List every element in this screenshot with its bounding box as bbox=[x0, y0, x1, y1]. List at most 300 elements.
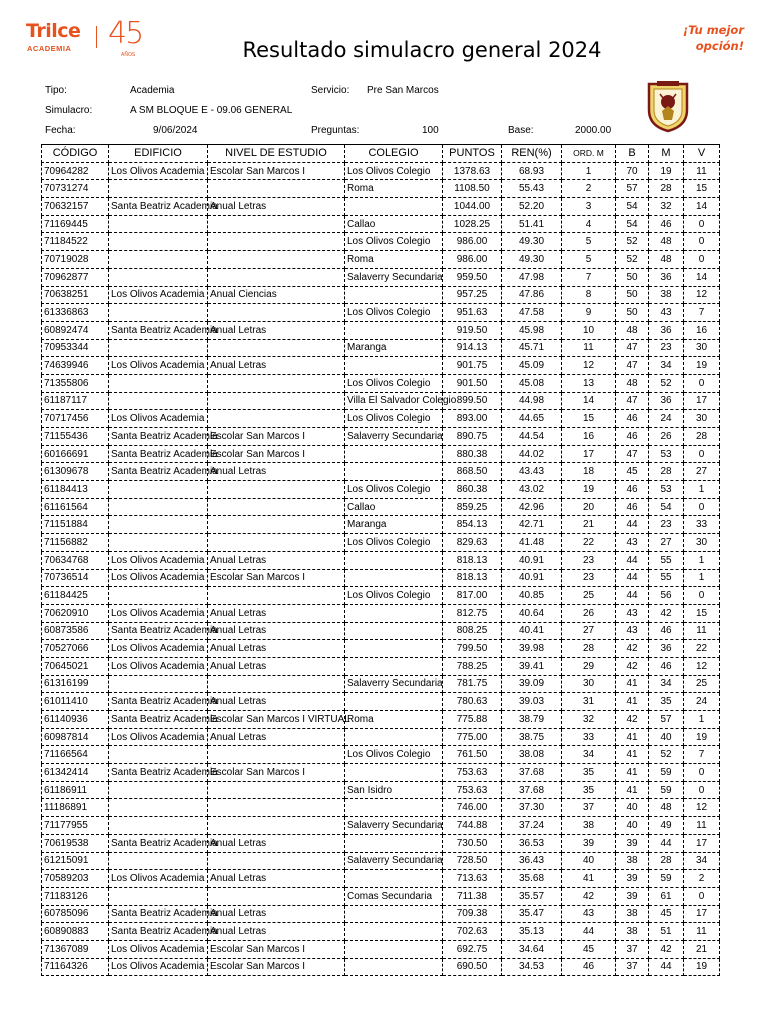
puntos-cell: 893.00 bbox=[443, 410, 502, 428]
puntos-cell: 986.00 bbox=[443, 251, 502, 269]
colegio-cell: Maranga bbox=[345, 339, 443, 357]
puntos-cell: 761.50 bbox=[443, 746, 502, 764]
colegio-cell bbox=[345, 286, 443, 304]
edificio-cell: Los Olivos Academia bbox=[109, 604, 208, 622]
orden-cell: 3 bbox=[562, 198, 616, 216]
orden-cell: 25 bbox=[562, 587, 616, 605]
vacias-cell: 33 bbox=[684, 516, 720, 534]
colegio-cell bbox=[345, 569, 443, 587]
orden-cell: 44 bbox=[562, 923, 616, 941]
rendimiento-cell: 40.41 bbox=[502, 622, 562, 640]
orden-cell: 27 bbox=[562, 622, 616, 640]
buenas-cell: 70 bbox=[616, 162, 649, 180]
vacias-cell: 1 bbox=[684, 569, 720, 587]
edificio-cell bbox=[109, 817, 208, 835]
orden-cell: 29 bbox=[562, 657, 616, 675]
rendimiento-cell: 39.03 bbox=[502, 693, 562, 711]
vacias-cell: 15 bbox=[684, 604, 720, 622]
edificio-cell bbox=[109, 180, 208, 198]
vacias-cell: 2 bbox=[684, 870, 720, 888]
vacias-cell: 30 bbox=[684, 339, 720, 357]
edificio-cell bbox=[109, 374, 208, 392]
orden-cell: 8 bbox=[562, 286, 616, 304]
rendimiento-cell: 45.71 bbox=[502, 339, 562, 357]
colegio-cell: Los Olivos Colegio bbox=[345, 746, 443, 764]
nivel-cell bbox=[208, 781, 345, 799]
codigo-cell: 70638251 bbox=[42, 286, 109, 304]
buenas-cell: 41 bbox=[616, 693, 649, 711]
malas-cell: 53 bbox=[649, 481, 684, 499]
servicio-value: Pre San Marcos bbox=[367, 85, 439, 96]
puntos-cell: 713.63 bbox=[443, 870, 502, 888]
vacias-cell: 0 bbox=[684, 587, 720, 605]
puntos-cell: 1044.00 bbox=[443, 198, 502, 216]
codigo-cell: 71184522 bbox=[42, 233, 109, 251]
table-row bbox=[42, 180, 720, 198]
malas-cell: 28 bbox=[649, 852, 684, 870]
orden-cell: 13 bbox=[562, 374, 616, 392]
tipo-label: Tipo: bbox=[45, 85, 67, 96]
nivel-cell: Anual Letras bbox=[208, 551, 345, 569]
edificio-cell bbox=[109, 587, 208, 605]
orden-cell: 35 bbox=[562, 781, 616, 799]
vacias-cell: 15 bbox=[684, 180, 720, 198]
codigo-cell: 60166691 bbox=[42, 445, 109, 463]
edificio-cell: Santa Beatriz Academia bbox=[109, 693, 208, 711]
table-row bbox=[42, 268, 720, 286]
codigo-cell: 71183126 bbox=[42, 887, 109, 905]
malas-cell: 48 bbox=[649, 799, 684, 817]
orden-cell: 35 bbox=[562, 764, 616, 782]
colegio-cell: San Isidro bbox=[345, 781, 443, 799]
malas-cell: 28 bbox=[649, 463, 684, 481]
rendimiento-cell: 51.41 bbox=[502, 215, 562, 233]
vacias-cell: 12 bbox=[684, 286, 720, 304]
rendimiento-cell: 37.24 bbox=[502, 817, 562, 835]
table-row bbox=[42, 569, 720, 587]
table-row bbox=[42, 817, 720, 835]
malas-cell: 59 bbox=[649, 764, 684, 782]
malas-cell: 52 bbox=[649, 374, 684, 392]
preguntas-value: 100 bbox=[422, 125, 439, 136]
edificio-cell bbox=[109, 887, 208, 905]
vacias-cell: 16 bbox=[684, 321, 720, 339]
colegio-cell: Roma bbox=[345, 711, 443, 729]
edificio-cell: Los Olivos Academia bbox=[109, 551, 208, 569]
colegio-cell bbox=[345, 463, 443, 481]
edificio-cell: Santa Beatriz Academia bbox=[109, 923, 208, 941]
codigo-cell: 70731274 bbox=[42, 180, 109, 198]
puntos-cell: 854.13 bbox=[443, 516, 502, 534]
malas-cell: 42 bbox=[649, 940, 684, 958]
edificio-cell: Santa Beatriz Academia bbox=[109, 905, 208, 923]
vacias-cell: 30 bbox=[684, 410, 720, 428]
rendimiento-cell: 37.68 bbox=[502, 781, 562, 799]
table-row bbox=[42, 463, 720, 481]
malas-cell: 28 bbox=[649, 180, 684, 198]
buenas-cell: 46 bbox=[616, 481, 649, 499]
colegio-cell: Comas Secundaria bbox=[345, 887, 443, 905]
rendimiento-cell: 37.68 bbox=[502, 764, 562, 782]
puntos-cell: 775.00 bbox=[443, 728, 502, 746]
vacias-cell: 17 bbox=[684, 834, 720, 852]
codigo-cell: 70736514 bbox=[42, 569, 109, 587]
rendimiento-cell: 44.65 bbox=[502, 410, 562, 428]
buenas-cell: 47 bbox=[616, 445, 649, 463]
edificio-cell: Los Olivos Academia bbox=[109, 657, 208, 675]
results-body bbox=[42, 162, 720, 976]
vacias-cell: 7 bbox=[684, 304, 720, 322]
buenas-cell: 52 bbox=[616, 233, 649, 251]
malas-cell: 34 bbox=[649, 675, 684, 693]
edificio-cell: Los Olivos Academia bbox=[109, 357, 208, 375]
nivel-cell: Anual Letras bbox=[208, 923, 345, 941]
anniversary-label: AÑOS bbox=[121, 52, 136, 58]
puntos-cell: 986.00 bbox=[443, 233, 502, 251]
buenas-cell: 39 bbox=[616, 834, 649, 852]
nivel-cell: Anual Letras bbox=[208, 321, 345, 339]
vacias-cell: 14 bbox=[684, 198, 720, 216]
nivel-cell bbox=[208, 852, 345, 870]
nivel-cell bbox=[208, 498, 345, 516]
colegio-cell: Roma bbox=[345, 180, 443, 198]
table-row bbox=[42, 781, 720, 799]
rendimiento-cell: 39.41 bbox=[502, 657, 562, 675]
nivel-cell bbox=[208, 481, 345, 499]
buenas-cell: 50 bbox=[616, 304, 649, 322]
slogan-line-1: ¡Tu mejor bbox=[682, 23, 744, 37]
malas-cell: 26 bbox=[649, 428, 684, 446]
buenas-cell: 38 bbox=[616, 905, 649, 923]
codigo-cell: 61184413 bbox=[42, 481, 109, 499]
table-row bbox=[42, 304, 720, 322]
orden-cell: 21 bbox=[562, 516, 616, 534]
table-row bbox=[42, 215, 720, 233]
colegio-cell bbox=[345, 551, 443, 569]
nivel-cell: Anual Letras bbox=[208, 728, 345, 746]
rendimiento-cell: 34.64 bbox=[502, 940, 562, 958]
malas-cell: 44 bbox=[649, 958, 684, 976]
puntos-cell: 788.25 bbox=[443, 657, 502, 675]
malas-cell: 27 bbox=[649, 534, 684, 552]
table-row bbox=[42, 410, 720, 428]
nivel-cell: Anual Letras bbox=[208, 357, 345, 375]
buenas-cell: 40 bbox=[616, 799, 649, 817]
vacias-cell: 19 bbox=[684, 728, 720, 746]
malas-cell: 36 bbox=[649, 640, 684, 658]
column-header-rendimiento: REN(%) bbox=[502, 145, 562, 163]
vacias-cell: 11 bbox=[684, 923, 720, 941]
vacias-cell: 24 bbox=[684, 693, 720, 711]
vacias-cell: 7 bbox=[684, 746, 720, 764]
rendimiento-cell: 44.02 bbox=[502, 445, 562, 463]
orden-cell: 45 bbox=[562, 940, 616, 958]
nivel-cell bbox=[208, 410, 345, 428]
table-header-row bbox=[42, 145, 720, 163]
edificio-cell: Santa Beatriz Academia bbox=[109, 834, 208, 852]
codigo-cell: 71177955 bbox=[42, 817, 109, 835]
nivel-cell: Anual Letras bbox=[208, 905, 345, 923]
malas-cell: 59 bbox=[649, 781, 684, 799]
colegio-cell: Maranga bbox=[345, 516, 443, 534]
vacias-cell: 12 bbox=[684, 657, 720, 675]
column-header-buenas: B bbox=[616, 145, 649, 163]
edificio-cell: Los Olivos Academia bbox=[109, 640, 208, 658]
nivel-cell: Anual Letras bbox=[208, 622, 345, 640]
table-row bbox=[42, 604, 720, 622]
vacias-cell: 11 bbox=[684, 817, 720, 835]
puntos-cell: 812.75 bbox=[443, 604, 502, 622]
puntos-cell: 959.50 bbox=[443, 268, 502, 286]
nivel-cell bbox=[208, 233, 345, 251]
orden-cell: 9 bbox=[562, 304, 616, 322]
edificio-cell bbox=[109, 481, 208, 499]
malas-cell: 54 bbox=[649, 498, 684, 516]
edificio-cell: Los Olivos Academia bbox=[109, 728, 208, 746]
table-row bbox=[42, 498, 720, 516]
edificio-cell bbox=[109, 781, 208, 799]
puntos-cell: 1028.25 bbox=[443, 215, 502, 233]
puntos-cell: 709.38 bbox=[443, 905, 502, 923]
edificio-cell bbox=[109, 268, 208, 286]
malas-cell: 24 bbox=[649, 410, 684, 428]
colegio-cell bbox=[345, 622, 443, 640]
rendimiento-cell: 45.08 bbox=[502, 374, 562, 392]
column-header-orden-merito: ORD. M bbox=[562, 145, 616, 163]
base-label: Base: bbox=[508, 125, 534, 136]
codigo-cell: 11186891 bbox=[42, 799, 109, 817]
nivel-cell bbox=[208, 799, 345, 817]
edificio-cell bbox=[109, 392, 208, 410]
buenas-cell: 41 bbox=[616, 764, 649, 782]
malas-cell: 48 bbox=[649, 233, 684, 251]
table-row bbox=[42, 905, 720, 923]
puntos-cell: 692.75 bbox=[443, 940, 502, 958]
orden-cell: 19 bbox=[562, 481, 616, 499]
edificio-cell bbox=[109, 215, 208, 233]
table-row bbox=[42, 728, 720, 746]
rendimiento-cell: 45.09 bbox=[502, 357, 562, 375]
brand-sub: ACADEMIA bbox=[27, 44, 72, 53]
nivel-cell bbox=[208, 587, 345, 605]
puntos-cell: 914.13 bbox=[443, 339, 502, 357]
colegio-cell: Los Olivos Colegio bbox=[345, 162, 443, 180]
nivel-cell bbox=[208, 304, 345, 322]
rendimiento-cell: 43.43 bbox=[502, 463, 562, 481]
vacias-cell: 0 bbox=[684, 251, 720, 269]
orden-cell: 4 bbox=[562, 215, 616, 233]
table-row bbox=[42, 940, 720, 958]
rendimiento-cell: 44.54 bbox=[502, 428, 562, 446]
nivel-cell bbox=[208, 516, 345, 534]
codigo-cell: 61215091 bbox=[42, 852, 109, 870]
orden-cell: 20 bbox=[562, 498, 616, 516]
column-header-colegio: COLEGIO bbox=[345, 145, 443, 163]
rendimiento-cell: 41.48 bbox=[502, 534, 562, 552]
rendimiento-cell: 42.71 bbox=[502, 516, 562, 534]
vacias-cell: 19 bbox=[684, 958, 720, 976]
edificio-cell: Los Olivos Academia bbox=[109, 162, 208, 180]
nivel-cell: Anual Letras bbox=[208, 693, 345, 711]
puntos-cell: 1378.63 bbox=[443, 162, 502, 180]
orden-cell: 1 bbox=[562, 162, 616, 180]
table-row bbox=[42, 534, 720, 552]
nivel-cell: Anual Letras bbox=[208, 604, 345, 622]
colegio-cell: Los Olivos Colegio bbox=[345, 233, 443, 251]
codigo-cell: 70527066 bbox=[42, 640, 109, 658]
orden-cell: 34 bbox=[562, 746, 616, 764]
nivel-cell: Anual Letras bbox=[208, 870, 345, 888]
colegio-cell bbox=[345, 445, 443, 463]
column-header-malas: M bbox=[649, 145, 684, 163]
colegio-cell: Callao bbox=[345, 498, 443, 516]
colegio-cell bbox=[345, 870, 443, 888]
colegio-cell bbox=[345, 764, 443, 782]
orden-cell: 5 bbox=[562, 233, 616, 251]
colegio-cell bbox=[345, 728, 443, 746]
simulacro-value: A SM BLOQUE E - 09.06 GENERAL bbox=[130, 105, 293, 116]
nivel-cell: Escolar San Marcos I bbox=[208, 569, 345, 587]
puntos-cell: 899.50 bbox=[443, 392, 502, 410]
nivel-cell: Escolar San Marcos I bbox=[208, 428, 345, 446]
puntos-cell: 744.88 bbox=[443, 817, 502, 835]
colegio-cell: Villa El Salvador Colegio bbox=[345, 392, 443, 410]
buenas-cell: 38 bbox=[616, 852, 649, 870]
codigo-cell: 70632157 bbox=[42, 198, 109, 216]
nivel-cell bbox=[208, 887, 345, 905]
edificio-cell: Los Olivos Academia bbox=[109, 286, 208, 304]
colegio-cell: Salaverry Secundaria bbox=[345, 268, 443, 286]
title-text: Resultado simulacro general 2024 bbox=[242, 38, 602, 62]
nivel-cell bbox=[208, 675, 345, 693]
colegio-cell: Salaverry Secundaria bbox=[345, 675, 443, 693]
rendimiento-cell: 55.43 bbox=[502, 180, 562, 198]
orden-cell: 23 bbox=[562, 551, 616, 569]
buenas-cell: 54 bbox=[616, 215, 649, 233]
colegio-cell: Los Olivos Colegio bbox=[345, 374, 443, 392]
puntos-cell: 780.63 bbox=[443, 693, 502, 711]
codigo-cell: 74639946 bbox=[42, 357, 109, 375]
column-header-edificio: EDIFICIO bbox=[109, 145, 208, 163]
malas-cell: 38 bbox=[649, 286, 684, 304]
nivel-cell: Escolar San Marcos I bbox=[208, 940, 345, 958]
nivel-cell: Escolar San Marcos I bbox=[208, 764, 345, 782]
university-seal-icon bbox=[643, 80, 693, 132]
rendimiento-cell: 49.30 bbox=[502, 251, 562, 269]
nivel-cell: Escolar San Marcos I VIRTUAL bbox=[208, 711, 345, 729]
base-value: 2000.00 bbox=[575, 125, 612, 136]
nivel-cell bbox=[208, 268, 345, 286]
codigo-cell: 70619538 bbox=[42, 834, 109, 852]
buenas-cell: 41 bbox=[616, 746, 649, 764]
vacias-cell: 34 bbox=[684, 852, 720, 870]
buenas-cell: 45 bbox=[616, 463, 649, 481]
fecha-label: Fecha: bbox=[45, 125, 76, 136]
colegio-cell bbox=[345, 923, 443, 941]
colegio-cell bbox=[345, 604, 443, 622]
table-row bbox=[42, 392, 720, 410]
codigo-cell: 61186911 bbox=[42, 781, 109, 799]
malas-cell: 55 bbox=[649, 569, 684, 587]
nivel-cell: Anual Letras bbox=[208, 198, 345, 216]
orden-cell: 2 bbox=[562, 180, 616, 198]
buenas-cell: 48 bbox=[616, 374, 649, 392]
table-row bbox=[42, 516, 720, 534]
colegio-cell bbox=[345, 321, 443, 339]
nivel-cell bbox=[208, 392, 345, 410]
vacias-cell: 0 bbox=[684, 374, 720, 392]
colegio-cell: Roma bbox=[345, 251, 443, 269]
buenas-cell: 41 bbox=[616, 675, 649, 693]
colegio-cell: Callao bbox=[345, 215, 443, 233]
buenas-cell: 39 bbox=[616, 870, 649, 888]
puntos-cell: 919.50 bbox=[443, 321, 502, 339]
puntos-cell: 702.63 bbox=[443, 923, 502, 941]
codigo-cell: 60873586 bbox=[42, 622, 109, 640]
vacias-cell: 21 bbox=[684, 940, 720, 958]
orden-cell: 11 bbox=[562, 339, 616, 357]
vacias-cell: 25 bbox=[684, 675, 720, 693]
puntos-cell: 746.00 bbox=[443, 799, 502, 817]
rendimiento-cell: 47.58 bbox=[502, 304, 562, 322]
anniversary-number: 45 bbox=[108, 16, 143, 51]
codigo-cell: 71164326 bbox=[42, 958, 109, 976]
codigo-cell: 71155436 bbox=[42, 428, 109, 446]
colegio-cell bbox=[345, 799, 443, 817]
buenas-cell: 42 bbox=[616, 640, 649, 658]
rendimiento-cell: 36.53 bbox=[502, 834, 562, 852]
buenas-cell: 47 bbox=[616, 357, 649, 375]
column-header-puntos: PUNTOS bbox=[443, 145, 502, 163]
table-row bbox=[42, 233, 720, 251]
rendimiento-cell: 47.98 bbox=[502, 268, 562, 286]
puntos-cell: 860.38 bbox=[443, 481, 502, 499]
colegio-cell bbox=[345, 905, 443, 923]
page-title bbox=[0, 38, 768, 62]
vacias-cell: 11 bbox=[684, 622, 720, 640]
malas-cell: 36 bbox=[649, 392, 684, 410]
nivel-cell bbox=[208, 339, 345, 357]
malas-cell: 46 bbox=[649, 622, 684, 640]
puntos-cell: 951.63 bbox=[443, 304, 502, 322]
buenas-cell: 52 bbox=[616, 251, 649, 269]
buenas-cell: 44 bbox=[616, 569, 649, 587]
orden-cell: 33 bbox=[562, 728, 616, 746]
rendimiento-cell: 49.30 bbox=[502, 233, 562, 251]
table-row bbox=[42, 675, 720, 693]
codigo-cell: 70964282 bbox=[42, 162, 109, 180]
buenas-cell: 47 bbox=[616, 392, 649, 410]
table-row bbox=[42, 870, 720, 888]
orden-cell: 22 bbox=[562, 534, 616, 552]
vacias-cell: 1 bbox=[684, 481, 720, 499]
orden-cell: 5 bbox=[562, 251, 616, 269]
edificio-cell: Los Olivos Academia bbox=[109, 569, 208, 587]
rendimiento-cell: 40.64 bbox=[502, 604, 562, 622]
orden-cell: 16 bbox=[562, 428, 616, 446]
buenas-cell: 46 bbox=[616, 410, 649, 428]
buenas-cell: 42 bbox=[616, 711, 649, 729]
table-row bbox=[42, 746, 720, 764]
edificio-cell bbox=[109, 498, 208, 516]
edificio-cell: Santa Beatriz Academia bbox=[109, 711, 208, 729]
table-row bbox=[42, 887, 720, 905]
colegio-cell bbox=[345, 958, 443, 976]
malas-cell: 43 bbox=[649, 304, 684, 322]
colegio-cell: Salaverry Secundaria bbox=[345, 852, 443, 870]
edificio-cell: Los Olivos Academia bbox=[109, 410, 208, 428]
results-table bbox=[41, 144, 720, 976]
